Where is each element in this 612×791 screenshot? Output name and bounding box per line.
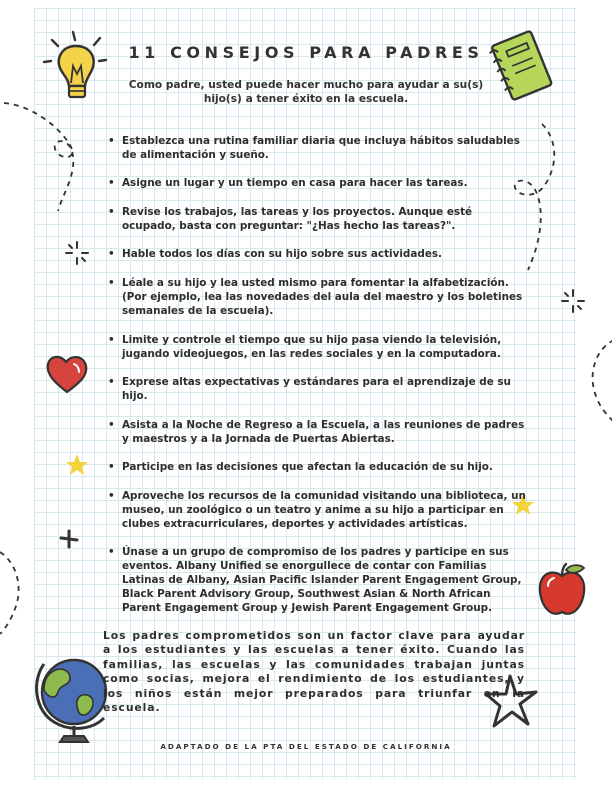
closing-paragraph: Los padres comprometidos son un factor clave para ayudar a los estudiantes y las escuelas a tener éxito. Cuando las familias, las escuelas y las comunidades trabajan juntas como socias, mejora el rendimiento de los estudiantes, y los niños están mejor preparados para triunfar en la escuela.: [103, 629, 525, 715]
dashed-swirl-left: [0, 95, 80, 215]
tip-item: [108, 247, 528, 261]
star-icon-left: [64, 452, 90, 478]
bullet-marker: •: [108, 334, 115, 346]
tip-item: [108, 333, 528, 361]
tip-text: Hable todos los días con su hijo sobre sus actividades.: [122, 248, 442, 260]
notebook-icon: [487, 26, 559, 106]
tip-item: [108, 460, 528, 474]
tip-text: Establezca una rutina familiar diaria que incluya hábitos saludables de alimentación y sueño.: [122, 135, 520, 161]
tip-item: [108, 176, 528, 190]
source-footer: ADAPTADO DE LA PTA DEL ESTADO DE CALIFORNIA: [160, 742, 452, 751]
sparkle-icon-left: [64, 240, 90, 266]
bullet-marker: •: [108, 177, 115, 189]
tip-item: [108, 205, 528, 233]
tip-item: [108, 489, 528, 531]
bullet-marker: •: [108, 135, 115, 147]
tip-item: [108, 134, 528, 162]
tip-text: Aproveche los recursos de la comunidad visitando una biblioteca, un museo, un zoológico o un teatro y anime a su hijo a participar en clubes extracurriculares, deportes y actividades artísticas.: [122, 490, 526, 530]
tip-item: [108, 418, 528, 446]
apple-icon: [534, 562, 590, 620]
bullet-marker: •: [108, 248, 115, 260]
bullet-marker: •: [108, 376, 115, 388]
dashed-arc-left-edge: [0, 548, 26, 638]
tip-text: Limite y controle el tiempo que su hijo pasa viendo la televisión, jugando videojuegos, en las redes sociales y en la computadora.: [122, 334, 502, 360]
tip-text: Exprese altas expectativas y estándares para el aprendizaje de su hijo.: [122, 376, 511, 402]
tip-item: [108, 276, 528, 318]
bullet-marker: •: [108, 206, 115, 218]
bullet-marker: •: [108, 461, 115, 473]
tip-text: Únase a un grupo de compromiso de los padres y participe en sus eventos. Albany Unified se enorgullece de contar con Familias Latinas de Albany, Asian Pacific Islander Parent Engagement Group, Black Parent Advisory Group, Southwest Asian & North African Parent Engagement Group y Jewish Parent Engagement Group.: [122, 546, 522, 614]
bullet-marker: •: [108, 277, 115, 289]
tip-text: Asigne un lugar y un tiempo en casa para hacer las tareas.: [122, 177, 468, 189]
sparkle-icon-right: [560, 288, 586, 314]
bullet-marker: •: [108, 490, 115, 502]
page-title: 11 CONSEJOS PARA PADRES: [128, 43, 484, 62]
bullet-marker: •: [108, 419, 115, 431]
cross-icon: [58, 528, 80, 550]
bullet-marker: •: [108, 546, 115, 558]
tip-text: Revise los trabajos, las tareas y los proyectos. Aunque esté ocupado, basta con preguntar: "¿Has hecho las tareas?".: [122, 206, 473, 232]
tip-text: Participe en las decisiones que afectan la educación de su hijo.: [122, 461, 493, 473]
tip-text: Asista a la Noche de Regreso a la Escuela, a las reuniones de padres y maestros y a la Jornada de Puertas Abiertas.: [122, 419, 525, 445]
dashed-arc-right-edge: [588, 336, 612, 426]
tip-text: Léale a su hijo y lea usted mismo para fomentar la alfabetización. (Por ejemplo, lea las novedades del aula del maestro y los boletines semanales de la escuela).: [122, 277, 523, 317]
tip-item: [108, 375, 528, 403]
tip-item: [108, 545, 528, 615]
heart-icon: [44, 350, 90, 396]
page-subtitle: Como padre, usted puede hacer mucho para ayudar a su(s) hijo(s) a tener éxito en la escuela.: [128, 79, 484, 105]
